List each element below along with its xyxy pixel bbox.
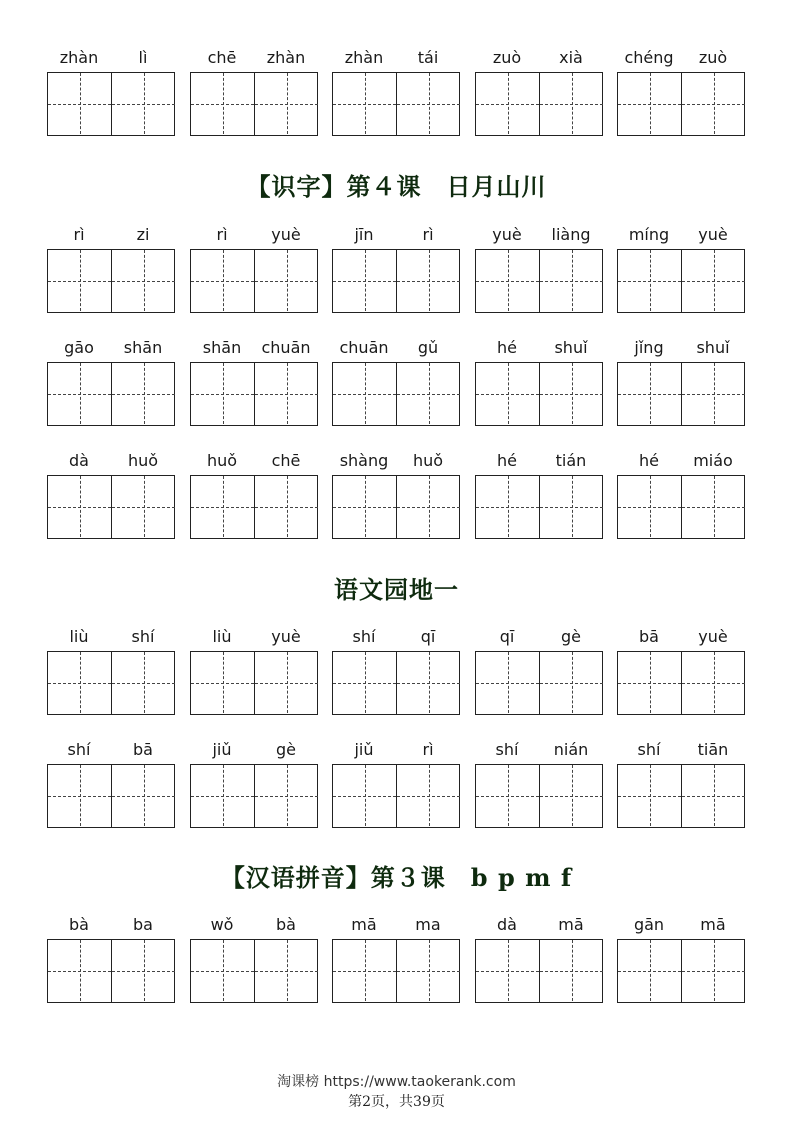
tianzige-cell (48, 363, 111, 424)
guide-line-horizontal (333, 971, 396, 972)
tianzige-cell (48, 765, 111, 826)
pinyin-label: nián (553, 740, 589, 759)
guide-line-horizontal (682, 796, 745, 797)
tianzige-cell (333, 652, 396, 713)
pinyin-label: bà (69, 915, 89, 934)
guide-line-horizontal (191, 104, 254, 105)
guide-line-horizontal (476, 796, 539, 797)
pinyin-label: hé (497, 338, 517, 357)
tianzige-cell (618, 363, 681, 424)
pinyin-label: mā (351, 915, 377, 934)
tianzige-cell (333, 250, 396, 311)
tianzige-cell (682, 363, 745, 424)
tianzige-cell (112, 652, 175, 713)
guide-line-horizontal (255, 281, 318, 282)
guide-line-horizontal (397, 507, 460, 508)
tianzige-cell (540, 940, 603, 1001)
pinyin-label: shuǐ (696, 338, 730, 357)
tianzige-cell (48, 250, 111, 311)
tianzige-pair (475, 475, 603, 539)
pinyin-label: rì (422, 225, 434, 244)
tianzige-cell (255, 940, 318, 1001)
guide-line-horizontal (618, 683, 681, 684)
pinyin-label: qī (499, 627, 515, 646)
tianzige-cell (333, 476, 396, 537)
tianzige-cell (48, 476, 111, 537)
tianzige-pair (617, 362, 745, 426)
guide-line-horizontal (333, 683, 396, 684)
tianzige-pair (47, 249, 175, 313)
pinyin-label: qī (420, 627, 436, 646)
pinyin-label: hé (639, 451, 659, 470)
pinyin-label: shān (202, 338, 242, 357)
guide-line-horizontal (112, 971, 175, 972)
guide-line-horizontal (476, 281, 539, 282)
guide-line-horizontal (255, 394, 318, 395)
tianzige-cell (540, 652, 603, 713)
tianzige-pair (190, 249, 318, 313)
pinyin-label: zhàn (266, 48, 306, 67)
tianzige-pair (475, 764, 603, 828)
guide-line-horizontal (333, 796, 396, 797)
tianzige-cell (397, 476, 460, 537)
pinyin-label: bā (639, 627, 659, 646)
tianzige-cell (618, 250, 681, 311)
pinyin-label: wǒ (210, 915, 234, 934)
tianzige-cell (682, 73, 745, 134)
guide-line-horizontal (48, 683, 111, 684)
guide-line-horizontal (191, 971, 254, 972)
guide-line-horizontal (48, 971, 111, 972)
pinyin-label: chéng (624, 48, 674, 67)
tianzige-cell (476, 476, 539, 537)
tianzige-pair (332, 764, 460, 828)
tianzige-cell (191, 73, 254, 134)
writing-row (0, 740, 793, 835)
guide-line-horizontal (476, 683, 539, 684)
guide-line-horizontal (540, 971, 603, 972)
tianzige-cell (255, 765, 318, 826)
pinyin-label: lì (138, 48, 148, 67)
guide-line-horizontal (112, 507, 175, 508)
pinyin-label: shàng (339, 451, 389, 470)
guide-line-horizontal (682, 104, 745, 105)
pinyin-label: gāo (64, 338, 94, 357)
guide-line-horizontal (112, 683, 175, 684)
guide-line-horizontal (540, 507, 603, 508)
tianzige-pair (475, 362, 603, 426)
guide-line-horizontal (618, 104, 681, 105)
guide-line-horizontal (191, 507, 254, 508)
tianzige-cell (191, 363, 254, 424)
writing-row (0, 627, 793, 722)
tianzige-cell (540, 73, 603, 134)
pinyin-label: huǒ (127, 451, 159, 470)
tianzige-cell (397, 940, 460, 1001)
section-heading: 语文园地一 (334, 575, 459, 604)
tianzige-cell (618, 765, 681, 826)
pinyin-label: tián (555, 451, 587, 470)
tianzige-pair (332, 362, 460, 426)
tianzige-cell (682, 940, 745, 1001)
guide-line-horizontal (397, 394, 460, 395)
guide-line-horizontal (112, 104, 175, 105)
tianzige-cell (112, 940, 175, 1001)
tianzige-pair (617, 249, 745, 313)
pinyin-label: huǒ (412, 451, 444, 470)
tianzige-pair (47, 72, 175, 136)
pinyin-label: rì (73, 225, 85, 244)
tianzige-cell (255, 363, 318, 424)
tianzige-cell (191, 250, 254, 311)
guide-line-horizontal (333, 507, 396, 508)
writing-row (0, 225, 793, 320)
tianzige-pair (47, 939, 175, 1003)
tianzige-pair (617, 475, 745, 539)
tianzige-cell (112, 765, 175, 826)
tianzige-cell (540, 476, 603, 537)
guide-line-horizontal (112, 281, 175, 282)
guide-line-horizontal (476, 104, 539, 105)
tianzige-cell (682, 250, 745, 311)
pinyin-label: liù (69, 627, 89, 646)
tianzige-pair (47, 764, 175, 828)
tianzige-cell (48, 73, 111, 134)
guide-line-horizontal (682, 281, 745, 282)
writing-row (0, 48, 793, 143)
tianzige-pair (190, 939, 318, 1003)
pinyin-label: zi (136, 225, 150, 244)
pinyin-label: zhàn (59, 48, 99, 67)
guide-line-horizontal (333, 394, 396, 395)
tianzige-pair (190, 475, 318, 539)
tianzige-cell (397, 652, 460, 713)
pinyin-label: huǒ (206, 451, 238, 470)
guide-line-horizontal (255, 796, 318, 797)
pinyin-label: jīn (354, 225, 374, 244)
tianzige-cell (476, 73, 539, 134)
pinyin-label: bà (276, 915, 296, 934)
tianzige-cell (191, 476, 254, 537)
guide-line-horizontal (191, 796, 254, 797)
pinyin-label: tiān (697, 740, 729, 759)
pinyin-label: gān (633, 915, 665, 934)
guide-line-horizontal (333, 281, 396, 282)
tianzige-pair (190, 72, 318, 136)
pinyin-label: hé (497, 451, 517, 470)
pinyin-label: dà (497, 915, 517, 934)
pinyin-label: yuè (271, 627, 301, 646)
tianzige-pair (475, 72, 603, 136)
tianzige-cell (618, 940, 681, 1001)
guide-line-horizontal (112, 796, 175, 797)
guide-line-horizontal (191, 281, 254, 282)
tianzige-cell (255, 73, 318, 134)
tianzige-pair (332, 249, 460, 313)
pinyin-label: zhàn (344, 48, 384, 67)
pinyin-label: gè (561, 627, 581, 646)
section-heading: 【识字】第４课 日月山川 (246, 172, 547, 201)
tianzige-cell (191, 940, 254, 1001)
guide-line-horizontal (682, 971, 745, 972)
tianzige-pair (47, 362, 175, 426)
pinyin-label: mā (700, 915, 726, 934)
tianzige-cell (682, 476, 745, 537)
pinyin-label: jǐng (634, 338, 664, 357)
pinyin-label: gǔ (417, 338, 439, 357)
pinyin-label: bā (133, 740, 153, 759)
pinyin-label: míng (628, 225, 670, 244)
pinyin-label: shuǐ (554, 338, 588, 357)
tianzige-pair (475, 939, 603, 1003)
tianzige-cell (333, 940, 396, 1001)
tianzige-cell (476, 765, 539, 826)
pinyin-label: zuò (698, 48, 728, 67)
pinyin-label: chē (207, 48, 237, 67)
pinyin-label: chē (271, 451, 301, 470)
tianzige-cell (682, 765, 745, 826)
pinyin-label: rì (216, 225, 228, 244)
tianzige-cell (476, 652, 539, 713)
pinyin-label: mā (558, 915, 584, 934)
guide-line-horizontal (540, 104, 603, 105)
writing-row (0, 451, 793, 546)
guide-line-horizontal (255, 507, 318, 508)
section-heading: 【汉语拼音】第３课 b p m f (220, 863, 573, 892)
tianzige-cell (255, 250, 318, 311)
guide-line-horizontal (48, 796, 111, 797)
tianzige-cell (682, 652, 745, 713)
pinyin-label: liù (212, 627, 232, 646)
tianzige-pair (617, 651, 745, 715)
pinyin-label: shān (123, 338, 163, 357)
tianzige-cell (112, 250, 175, 311)
guide-line-horizontal (618, 507, 681, 508)
tianzige-cell (540, 363, 603, 424)
tianzige-cell (397, 765, 460, 826)
tianzige-cell (540, 765, 603, 826)
guide-line-horizontal (476, 507, 539, 508)
guide-line-horizontal (255, 971, 318, 972)
pinyin-label: chuān (261, 338, 311, 357)
guide-line-horizontal (618, 796, 681, 797)
pinyin-label: shí (67, 740, 91, 759)
pinyin-label: shí (637, 740, 661, 759)
pinyin-label: shí (495, 740, 519, 759)
guide-line-horizontal (191, 683, 254, 684)
tianzige-cell (618, 73, 681, 134)
tianzige-cell (476, 940, 539, 1001)
guide-line-horizontal (540, 796, 603, 797)
guide-line-horizontal (48, 394, 111, 395)
pinyin-label: zuò (492, 48, 522, 67)
guide-line-horizontal (48, 104, 111, 105)
tianzige-pair (332, 72, 460, 136)
pinyin-label: liàng (551, 225, 591, 244)
tianzige-cell (618, 476, 681, 537)
tianzige-cell (112, 73, 175, 134)
tianzige-pair (332, 475, 460, 539)
guide-line-horizontal (618, 394, 681, 395)
tianzige-pair (190, 362, 318, 426)
tianzige-cell (618, 652, 681, 713)
guide-line-horizontal (112, 394, 175, 395)
tianzige-cell (333, 363, 396, 424)
tianzige-pair (47, 651, 175, 715)
pinyin-label: jiǔ (212, 740, 232, 759)
tianzige-cell (112, 363, 175, 424)
footer-page-number: 第2页，共39页 (348, 1094, 445, 1110)
guide-line-horizontal (682, 683, 745, 684)
guide-line-horizontal (255, 683, 318, 684)
pinyin-label: yuè (492, 225, 522, 244)
pinyin-label: tái (417, 48, 439, 67)
tianzige-pair (475, 249, 603, 313)
tianzige-cell (540, 250, 603, 311)
pinyin-label: yuè (698, 627, 728, 646)
guide-line-horizontal (618, 281, 681, 282)
writing-row (0, 915, 793, 1010)
tianzige-pair (190, 651, 318, 715)
tianzige-cell (112, 476, 175, 537)
pinyin-label: shí (131, 627, 155, 646)
tianzige-cell (333, 73, 396, 134)
pinyin-label: ba (133, 915, 153, 934)
pinyin-label: ma (415, 915, 441, 934)
pinyin-label: dà (69, 451, 89, 470)
pinyin-label: jiǔ (354, 740, 374, 759)
guide-line-horizontal (397, 281, 460, 282)
guide-line-horizontal (540, 683, 603, 684)
tianzige-pair (332, 939, 460, 1003)
pinyin-label: chuān (339, 338, 389, 357)
guide-line-horizontal (191, 394, 254, 395)
guide-line-horizontal (397, 683, 460, 684)
tianzige-cell (255, 652, 318, 713)
tianzige-pair (475, 651, 603, 715)
tianzige-cell (255, 476, 318, 537)
tianzige-cell (476, 363, 539, 424)
tianzige-cell (476, 250, 539, 311)
footer-site: 淘课榜 https://www.taokerank.com (277, 1074, 516, 1090)
pinyin-label: shí (352, 627, 376, 646)
tianzige-cell (48, 652, 111, 713)
guide-line-horizontal (618, 971, 681, 972)
tianzige-cell (48, 940, 111, 1001)
guide-line-horizontal (333, 104, 396, 105)
guide-line-horizontal (397, 104, 460, 105)
tianzige-pair (617, 939, 745, 1003)
guide-line-horizontal (397, 796, 460, 797)
tianzige-cell (397, 73, 460, 134)
guide-line-horizontal (397, 971, 460, 972)
guide-line-horizontal (476, 971, 539, 972)
pinyin-label: yuè (271, 225, 301, 244)
tianzige-pair (47, 475, 175, 539)
tianzige-pair (617, 764, 745, 828)
guide-line-horizontal (48, 281, 111, 282)
pinyin-label: xià (559, 48, 583, 67)
pinyin-label: rì (422, 740, 434, 759)
writing-row (0, 338, 793, 433)
tianzige-cell (333, 765, 396, 826)
tianzige-pair (332, 651, 460, 715)
tianzige-cell (397, 250, 460, 311)
pinyin-label: yuè (698, 225, 728, 244)
tianzige-cell (397, 363, 460, 424)
guide-line-horizontal (255, 104, 318, 105)
pinyin-label: miáo (693, 451, 733, 470)
tianzige-cell (191, 652, 254, 713)
guide-line-horizontal (682, 394, 745, 395)
tianzige-pair (190, 764, 318, 828)
guide-line-horizontal (48, 507, 111, 508)
tianzige-cell (191, 765, 254, 826)
guide-line-horizontal (540, 281, 603, 282)
guide-line-horizontal (476, 394, 539, 395)
tianzige-pair (617, 72, 745, 136)
guide-line-horizontal (682, 507, 745, 508)
pinyin-label: gè (276, 740, 296, 759)
guide-line-horizontal (540, 394, 603, 395)
